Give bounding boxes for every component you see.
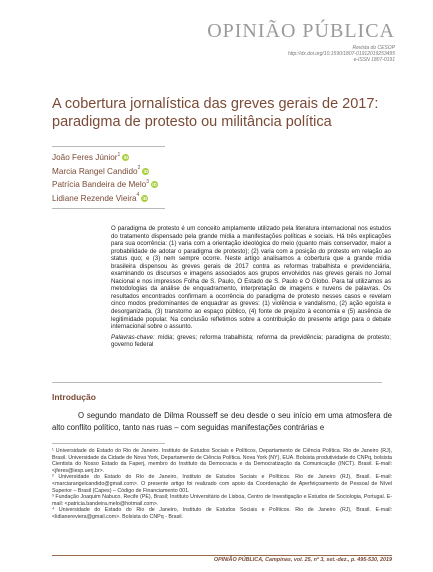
journal-meta	[288, 45, 395, 64]
author-list	[52, 151, 158, 205]
footnote-divider	[52, 443, 165, 444]
author-footnote-mark: 3	[146, 178, 149, 185]
author-footnote-mark: 4	[136, 192, 140, 199]
author-item	[52, 151, 158, 165]
page-header	[0, 0, 433, 80]
keywords	[111, 334, 391, 349]
issn: e-ISSN 1807-0191	[353, 57, 395, 64]
footnote-1: ¹ Universidade do Estado do Rio de Janeiro. Instituto de Estudos Sociais e Políticos, Departamento de Ciência Política. Rio de Janeiro (RJ), Brasil. Universidade da Cidade de Nova York, Departamento de Ciência Política. Nova York (NY), EUA. Bolsista produtividade do CNPq, bolsista Cientista do Nosso Estado da Faperj, membro do Instituto da Democracia e da Democratização da Comunicação (INCT). Brasil. E-mail: <jferes@iesp.uerj.br>.	[52, 448, 392, 474]
authors-divider	[52, 208, 165, 209]
abstract-text: O paradigma de protesto é um conceito amplamente utilizado pela literatura internacional nos estudos do tratamento dispensado pela grande mídia a manifestações políticas e sociais. Há três explicações para sua ocorrência: (1) varia com a orientação ideológica do meio (quanto mais conservador, maior a probabilidade de adotar o paradigma de protesto); (2) varia com a posição do protesto em relação ao status quo; e (3) nem sempre ocorre. Neste artigo analisamos a cobertura que a grande mídia brasileira dispensou às greves gerais de 2017 contra as reformas trabalhista e previdenciária, examinando os discursos e imagens associados aos grupos envolvidos nas greves gerais no Jornal Nacional e nos impressos Folha de S. Paulo, O Estado de S. Paulo e O Globo. Para tal utilizamos as metodologias da análise de enquadramento, interpretação de imagens e nuvens de palavras. Os resultados encontrados confirmam a ocorrência do paradigma de protesto nesses casos e revelam cinco modos predominantes de enquadrar as greves: (1) violência e vandalismo, (2) ação egoísta e desorganizada, (3) transtorno ao espaço público, (4) fonte de prejuízo à economia e (5) ausência de legitimidade popular. Na conclusão refletimos sobre a contribuição do presente artigo para o debate internacional sobre o assunto.	[111, 225, 391, 331]
author-footnote-mark: 1	[117, 151, 121, 158]
section-divider	[52, 382, 382, 383]
author-name: João Feres Júnior	[52, 153, 118, 163]
author-item	[52, 165, 158, 179]
footer-citation: OPINIÃO PÚBLICA, Campinas, vol. 25, nº 3, set.-dez., p. 495-530, 2019	[213, 557, 392, 563]
title-divider	[52, 146, 165, 147]
author-name: Marcia Rangel Candido	[52, 166, 138, 176]
introduction-body	[52, 410, 392, 433]
footnote-4: ⁴ Universidade do Estado do Rio de Janeiro, Instituto de Estudos Sociais e Políticos. Rio de Janeiro (RJ), Brasil. E-mail: <lidianereviera@gmail.com>. Bolsista do CNPq - Brasil.	[52, 507, 392, 520]
page-footer	[52, 557, 392, 563]
author-footnote-mark: 2	[137, 165, 141, 172]
introduction-paragraph: O segundo mandato de Dilma Rousseff se deu desde o seu início em uma atmosfera de alto conflito político, tanto nas ruas – com seguidas manifestações contrárias e	[52, 411, 392, 432]
orcid-icon[interactable]: iD	[143, 168, 149, 174]
author-item	[52, 192, 158, 206]
author-name: Patrícia Bandeira de Melo	[52, 180, 147, 190]
footnote-3: ³ Fundação Joaquim Nabuco. Recife (PE), Brasil; Instituto Universitário de Lisboa, Centro de Investigação e Estudos de Sociologia, Portugal. E-mail: <patricia.bandeira.melo@hotmail.com>.	[52, 494, 392, 507]
doi-link[interactable]: http://dx.doi.org/10.1590/1807-01912019253495	[287, 51, 395, 58]
article-title: A cobertura jornalística das greves gerais de 2017: paradigma de protesto ou militância política	[52, 96, 379, 130]
section-heading-introduction: Introdução	[52, 392, 96, 402]
author-name: Lidiane Rezende Vieira	[52, 193, 137, 203]
journal-title: OPINIÃO PÚBLICA	[207, 20, 395, 42]
footer-rule	[52, 555, 392, 556]
footnotes	[52, 448, 392, 521]
keywords-text: mídia; greves; reforma trabalhista; reforma da previdência; paradigma de protesto; governo federal	[111, 333, 391, 349]
keywords-label: Palavras-chave:	[111, 333, 155, 341]
orcid-icon[interactable]: iD	[152, 182, 157, 188]
abstract	[111, 225, 391, 349]
orcid-icon[interactable]: iD	[123, 155, 129, 161]
orcid-icon[interactable]: iD	[142, 195, 148, 201]
author-item	[52, 178, 158, 192]
footnote-2: ² Universidade do Estado do Rio de Janeiro, Instituto de Estudos Sociais e Políticos. Rio de Janeiro (RJ), Brasil. E-mail: <marciarangelcandido@gmail.com>. O presente artigo foi realizado com apoio da Coordenação de Aperfeiçoamento de Pessoal de Nível Superior – Brasil (Capes) – Código de Financiamento 001.	[52, 474, 392, 494]
journal-subtitle: Revista do CESOP	[352, 45, 395, 51]
